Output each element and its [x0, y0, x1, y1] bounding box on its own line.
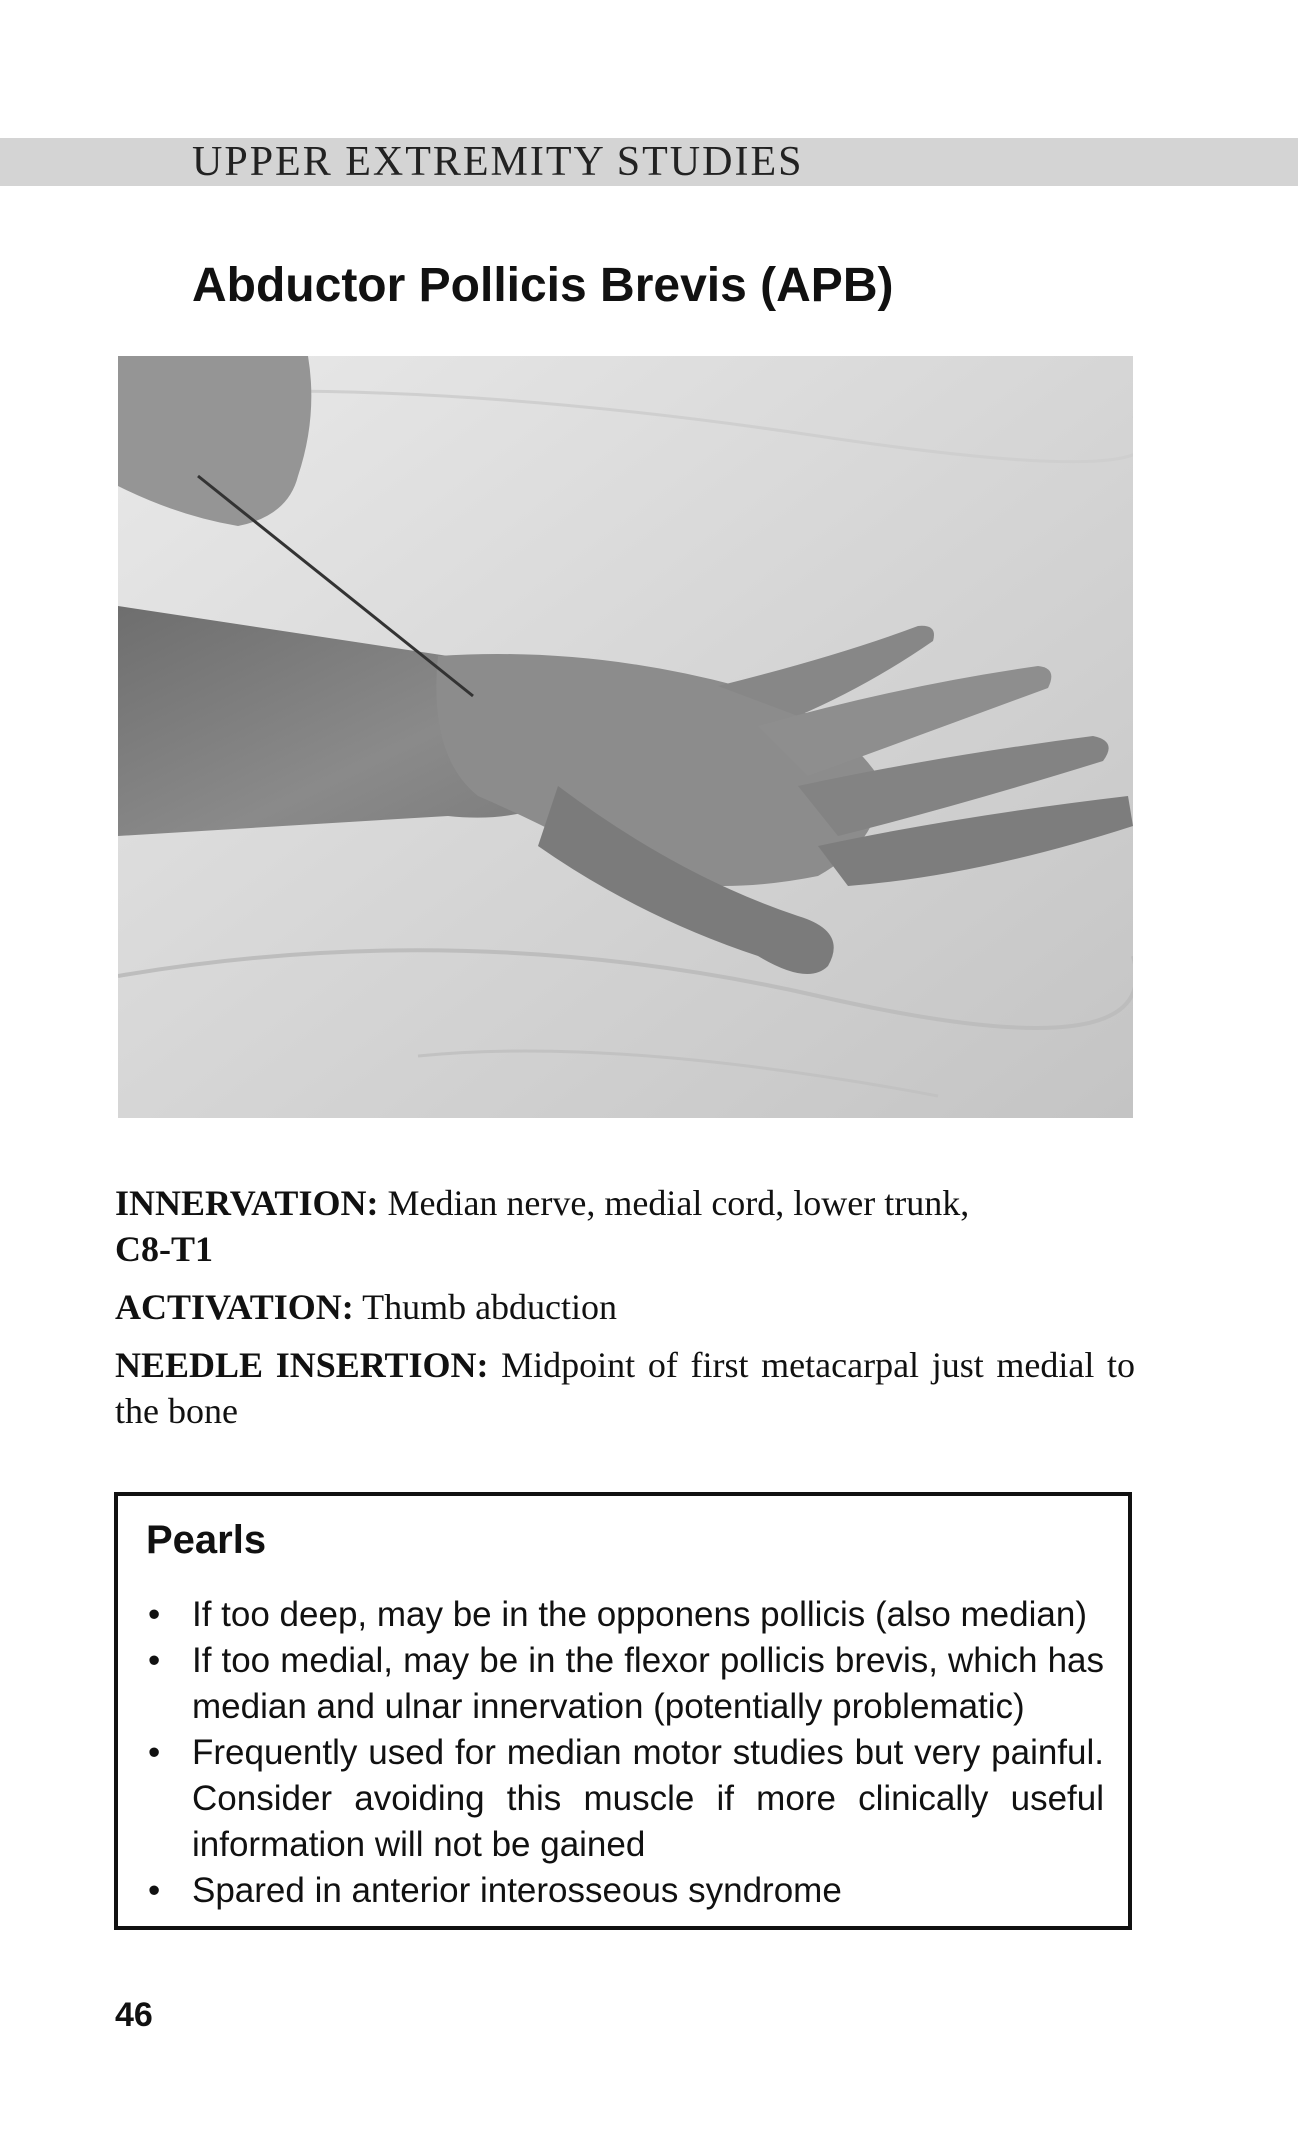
needle-insertion-label: NEEDLE INSERTION:: [115, 1345, 489, 1385]
pearls-box: [114, 1492, 1132, 1930]
innervation-paragraph: [115, 1180, 1135, 1272]
list-item: [146, 1592, 1104, 1638]
bullet-icon: •: [148, 1641, 161, 1680]
needle-insertion-paragraph: [115, 1342, 1135, 1434]
activation-label: ACTIVATION:: [115, 1287, 354, 1327]
section-header: UPPER EXTREMITY STUDIES: [192, 139, 804, 185]
activation-text: Thumb abduction: [362, 1287, 618, 1327]
innervation-label: INNERVATION:: [115, 1183, 379, 1223]
pearl-text: Spared in anterior interosseous syndrome: [192, 1871, 842, 1910]
bullet-icon: •: [148, 1595, 161, 1634]
pearl-text: Frequently used for median motor studies but very painful. Consider avoiding this muscle if more clinically useful information will not be gained: [192, 1733, 1104, 1864]
list-item: [146, 1730, 1104, 1868]
bullet-icon: •: [148, 1871, 161, 1910]
needle-insertion-text: Midpoint of first metacarpal just medial to the bone: [115, 1345, 1136, 1431]
pearl-text: If too medial, may be in the flexor pollicis brevis, which has median and ulnar innervation (potentially problematic): [192, 1641, 1104, 1726]
page-title: Abductor Pollicis Brevis (APB): [192, 259, 894, 312]
list-item: [146, 1638, 1104, 1730]
activation-paragraph: [115, 1284, 1135, 1330]
pearls-list: [146, 1592, 1104, 1914]
pearl-text: If too deep, may be in the opponens pollicis (also median): [192, 1595, 1087, 1634]
innervation-roots: C8-T1: [115, 1229, 213, 1269]
needle-insertion-hand-photo: [118, 356, 1133, 1118]
pearls-title: Pearls: [146, 1518, 267, 1562]
list-item: [146, 1868, 1104, 1914]
innervation-text: Median nerve, medial cord, lower trunk,: [387, 1183, 970, 1223]
bullet-icon: •: [148, 1733, 161, 1772]
page-number: 46: [115, 1996, 153, 2034]
